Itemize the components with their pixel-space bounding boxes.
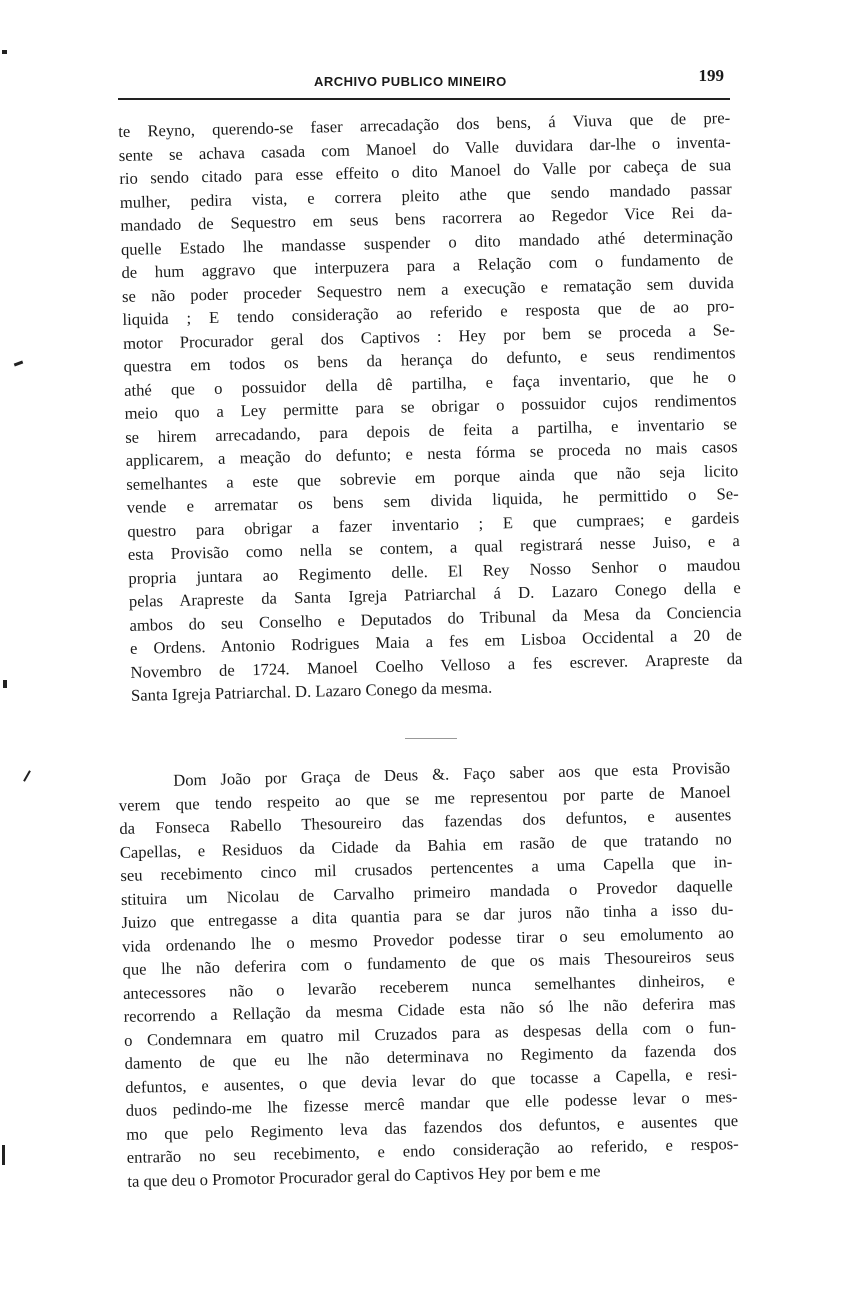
text-line: antecessores não o levarão receberem nunca semelhantes dinheiros, e [122,969,736,1003]
text-line: rio sendo citado para esse effeito o dito Manoel do Valle por cabeça de sua [119,155,732,188]
text-line: meio quo a Ley permitte para se obrigar o possuidor cujos rendimentos [124,390,737,423]
text-line: da Fonseca Rabello Thesoureiro das fazendas dos defuntos, e ausentes [119,805,732,838]
text-line: Novembro de 1724. Manoel Coelho Velloso a fes escrever. Arapreste da [130,648,743,682]
text-line: questro para obrigar a fazer inventario ; E que cumpraes; e gardeis [127,507,740,541]
text-line: vida ordenando lhe o mesmo Provedor podesse tirar o seu emolumento ao [121,922,735,956]
text-line: sente se achava casada com Manoel do Valle duvidara dar-lhe o inventa- [118,131,731,165]
text-line: ta que deu o Promotor Procurador geral do Captivos Hey por bem e me [127,1160,601,1191]
text-line: mo que pelo Regimento leva das fazendos dos defuntos, e ausentes que [126,1110,739,1144]
text-line: ambos do seu Conselho e Deputados do Tribunal da Mesa da Conciencia [129,601,742,635]
paragraph-provisao-continued [118,106,743,707]
text-line: de hum aggravo que interpuzera para a Relação com o fundamento de [121,249,734,282]
text-line: entrarão no seu recebimento, e endo consideração ao referido, e respos- [126,1134,739,1167]
section-separator [405,738,457,739]
text-line: questra em todos os bens da herança do defunto, e seus rendimentos [123,343,736,376]
text-line: verem que tendo respeito ao que se me representou por parte de Manoel [118,781,731,815]
text-line: applicarem, a meação do defunto; e nesta fórma se proceda no mais casos [125,437,738,470]
page-header [118,66,730,96]
text-line: se não poder proceder Sequestro nem a execução e rematação sem duvida [121,272,735,306]
margin-speck [2,1145,5,1165]
text-line: damento de que eu lhe não determinava no Regimento da fazenda dos [124,1040,737,1073]
text-line: quelle Estado lhe mandasse suspender o dito mandado athé determinação [120,225,733,259]
running-title: ARCHIVO PUBLICO MINEIRO [314,74,507,89]
page-number: 199 [698,66,724,85]
text-line: recorrendo a Rellação da mesma Cidade esta não só lhe não deferira mas [123,993,736,1026]
text-line: mulher, pedira vista, e correra pleito athe que sendo mandado passar [119,178,732,212]
margin-speck [3,680,7,688]
text-line: athé que o possuidor della dê partilha, e faça inventario, que he o [123,366,737,400]
text-line: duos pedindo-me lhe fizesse mercê mandar que elle podesse levar o mes- [125,1087,738,1120]
text-line: pelas Arapreste da Santa Igreja Patriarchal á D. Lazaro Conego della e [128,577,741,611]
margin-speck [23,770,31,781]
text-line: e Ordens. Antonio Rodrigues Maia a fes em Lisboa Occidental a 20 de [129,624,743,658]
paragraph-dom-joao [118,756,739,1193]
text-line: esta Provisão como nella se contem, a qual registrará nesse Juiso, e a [127,531,740,564]
text-line: te Reyno, querendo-se faser arrecadação dos bens, á Viuva que de pre- [118,108,731,141]
text-line: seu recebimento cinco mil crusados pertencentes a uma Capella que in- [120,852,733,885]
text-line: stituira um Nicolau de Carvalho primeiro mandada o Provedor daquelle [120,875,733,909]
text-line: se hirem arrecadando, para depois de feita a partilha, e inventario se [124,413,738,447]
text-line: vende e arrematar os bens sem divida liquida, he permittido o Se- [126,484,739,517]
text-line: semelhantes a este que sobrevie em porque ainda que não seja licito [126,460,739,494]
text-line: liquida ; E tendo consideração ao referido e resposta que de ao pro- [122,296,735,329]
header-rule [118,98,730,100]
text-line: Capellas, e Residuos da Cidade da Bahia em rasão de que tratando no [119,828,732,862]
text-line: motor Procurador geral dos Captivos : Hey por bem se proceda a Se- [122,319,736,353]
text-line: mandado de Sequestro em seus bens racorrera ao Regedor Vice Rei da- [120,202,733,235]
text-line: propria juntara ao Regimento delle. El Rey Nosso Senhor o maudou [128,554,741,588]
text-line: Santa Igreja Patriarchal. D. Lazaro Conego da mesma. [130,677,493,705]
margin-speck [14,361,23,367]
text-line: o Condemnara em quatro mil Cruzados para as despesas della com o fun- [123,1016,737,1050]
text-line: Dom João por Graça de Deus &. Faço saber aos que esta Provisão [173,758,731,790]
text-line: Juizo que entregasse a dita quantia para se dar juros não tinha a isso du- [121,899,734,932]
text-line: defuntos, e ausentes, o que devia levar do que tocasse a Capella, e resi- [124,1063,738,1097]
margin-speck [2,50,7,54]
text-line: que lhe não deferira com o fundamento de que os mais Thesoureiros seus [122,946,735,979]
